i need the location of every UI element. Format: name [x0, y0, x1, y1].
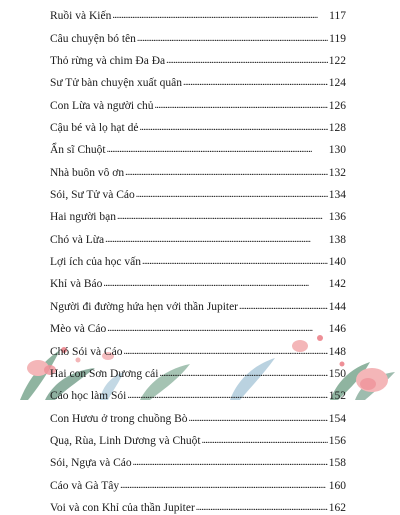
toc-entry-title: Chó Sói và Cáo [50, 345, 123, 358]
toc-entry-page: 162 [328, 501, 346, 514]
toc-dot-leader [196, 501, 328, 513]
toc-dot-leader [127, 389, 327, 401]
toc-entry [50, 291, 346, 313]
toc-entry-page: 122 [328, 55, 346, 68]
toc-dot-leader [112, 9, 328, 21]
toc-entry-title: Voi và con Khỉ của thần Jupiter [50, 501, 195, 514]
toc-dot-leader [183, 76, 328, 88]
toc-entry [50, 493, 346, 515]
toc-dot-leader [159, 367, 327, 379]
toc-dot-leader [189, 412, 328, 424]
toc-entry [50, 470, 346, 492]
toc-entry [50, 403, 346, 425]
toc-entry-page: 154 [328, 412, 346, 425]
toc-entry-page: 150 [328, 367, 346, 380]
toc-entry-page: 128 [328, 122, 346, 135]
toc-entry-title: Cậu bé và lọ hạt dẻ [50, 122, 139, 135]
toc-entry-title: Sói, Ngựa và Cáo [50, 457, 132, 470]
toc-entry-title: Nhà buôn vô ơn [50, 166, 125, 179]
toc-entry-page: 138 [328, 233, 346, 246]
toc-entry-page: 130 [328, 144, 346, 157]
toc-entry-page: 148 [328, 345, 346, 358]
toc-entry-page: 144 [328, 300, 346, 313]
toc-entry [50, 135, 346, 157]
toc-entry [50, 1, 346, 23]
toc-entry [50, 202, 346, 224]
toc-entry-title: Câu chuyện bó tên [50, 32, 136, 45]
toc-entry-title: Thỏ rừng và chim Đa Đa [50, 55, 166, 68]
toc-entry [50, 247, 346, 269]
toc-entry [50, 336, 346, 358]
toc-entry [50, 448, 346, 470]
toc-dot-leader [137, 32, 328, 44]
toc-dot-leader [125, 166, 328, 178]
toc-entry-title: Quạ, Rùa, Linh Dương và Chuột [50, 434, 201, 447]
toc-entry-page: 158 [328, 457, 346, 470]
toc-entry [50, 113, 346, 135]
toc-entry [50, 224, 346, 246]
toc-entry [50, 68, 346, 90]
toc-entry-page: 136 [328, 211, 346, 224]
toc-entry-page: 152 [328, 390, 346, 403]
toc-dot-leader [155, 99, 328, 111]
toc-dot-leader [166, 54, 328, 66]
toc-entry-title: Ẩn sĩ Chuột [50, 144, 106, 157]
toc-entry-title: Hai người bạn [50, 211, 116, 224]
toc-dot-leader [117, 210, 328, 222]
toc-dot-leader [139, 121, 327, 133]
toc-entry-title: Hai con Sơn Dương cái [50, 367, 159, 380]
table-of-contents [50, 1, 346, 515]
toc-dot-leader [120, 479, 328, 491]
toc-dot-leader [103, 277, 327, 289]
toc-entry-title: Con Lừa và người chủ [50, 99, 154, 112]
toc-entry-page: 126 [328, 99, 346, 112]
toc-entry-page: 160 [328, 479, 346, 492]
toc-dot-leader [107, 143, 328, 155]
toc-entry-title: Con Hươu ở trong chuồng Bò [50, 412, 188, 425]
toc-dot-leader [142, 255, 328, 267]
toc-entry-title: Chó và Lừa [50, 233, 105, 246]
toc-entry-page: 124 [328, 77, 346, 90]
toc-entry-title: Người đi đường hứa hẹn với thần Jupiter [50, 300, 239, 313]
toc-entry-title: Sói, Sư Tử và Cáo [50, 189, 135, 202]
toc-entry-title: Ruồi và Kiến [50, 10, 112, 23]
toc-entry-page: 146 [328, 323, 346, 336]
toc-entry-page: 140 [328, 256, 346, 269]
toc-dot-leader [136, 188, 328, 200]
toc-dot-leader [124, 345, 328, 357]
toc-entry-page: 142 [328, 278, 346, 291]
toc-dot-leader [133, 456, 328, 468]
toc-entry-title: Cáo và Gà Tây [50, 479, 120, 492]
toc-entry-page: 119 [329, 32, 346, 45]
toc-entry [50, 426, 346, 448]
toc-entry-page: 156 [328, 434, 346, 447]
toc-entry [50, 314, 346, 336]
toc-entry [50, 90, 346, 112]
toc-entry-page: 134 [328, 189, 346, 202]
toc-entry-page: 132 [328, 166, 346, 179]
toc-dot-leader [107, 322, 328, 334]
toc-dot-leader [239, 300, 328, 312]
toc-entry-title: Sư Tử bàn chuyện xuất quân [50, 77, 183, 90]
toc-entry [50, 359, 346, 381]
toc-entry-title: Lợi ích của học vấn [50, 256, 142, 269]
toc-entry-title: Khỉ và Báo [50, 278, 103, 291]
toc-dot-leader [202, 434, 328, 446]
toc-entry [50, 269, 346, 291]
toc-entry-title: Mèo và Cáo [50, 323, 107, 336]
toc-entry [50, 180, 346, 202]
toc-entry-title: Cáo học làm Sói [50, 390, 127, 403]
toc-entry [50, 46, 346, 68]
toc-entry [50, 23, 346, 45]
toc-entry [50, 157, 346, 179]
toc-dot-leader [105, 233, 328, 245]
toc-entry-page: 117 [329, 10, 346, 23]
